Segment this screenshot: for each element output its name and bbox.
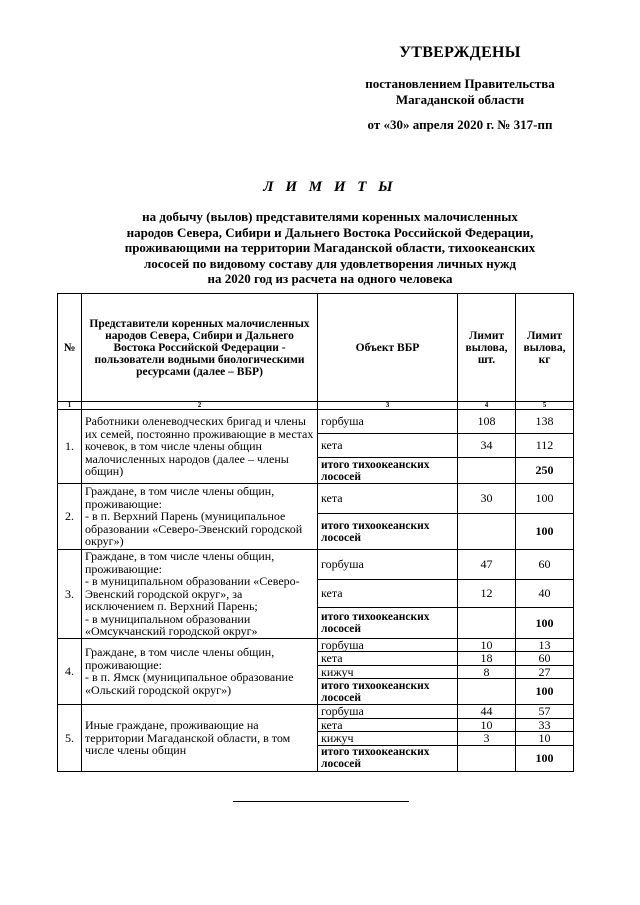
limit-pcs — [458, 458, 516, 484]
limit-kg: 60 — [516, 652, 574, 666]
table-row — [58, 410, 574, 434]
document-title — [40, 179, 620, 287]
limit-kg: 112 — [516, 434, 574, 458]
limit-pcs: 44 — [458, 705, 516, 719]
col-index: 4 — [458, 402, 516, 410]
resolution-line-1: постановлением Правительства — [365, 76, 555, 91]
header-limit-pcs: Лимит вылова, шт. — [458, 294, 516, 402]
resolution-date: от «30» апреля 2020 г. № 317-пп — [367, 117, 553, 132]
column-index-row — [58, 402, 574, 410]
fish-object: кижуч — [318, 732, 458, 746]
table-row — [58, 705, 574, 719]
limit-pcs: 34 — [458, 434, 516, 458]
limit-pcs: 10 — [458, 638, 516, 652]
fish-object: кета — [318, 484, 458, 514]
table-row — [58, 638, 574, 652]
total-label: итого тихоокеанских лососей — [318, 745, 458, 771]
limit-pcs — [458, 679, 516, 705]
title-heading: Л И М И Т Ы — [263, 179, 397, 195]
approved-label: УТВЕРЖДЕНЫ — [399, 44, 521, 61]
limit-kg-total: 100 — [516, 608, 574, 638]
col-index: 5 — [516, 402, 574, 410]
group-number: 1. — [58, 410, 82, 484]
limit-pcs: 12 — [458, 580, 516, 608]
group-description: Иные граждане, проживающие на территории Магаданской области, в том числе члены общин — [82, 705, 318, 772]
col-index: 3 — [318, 402, 458, 410]
approval-block — [340, 44, 580, 133]
group-number: 2. — [58, 484, 82, 550]
limit-pcs: 30 — [458, 484, 516, 514]
col-index: 1 — [58, 402, 82, 410]
header-limit-kg: Лимит вылова, кг — [516, 294, 574, 402]
subtitle-line: лососей по видовому составу для удовлетворения личных нужд — [143, 255, 517, 271]
col-index: 2 — [82, 402, 318, 410]
table-row — [58, 484, 574, 514]
limit-kg-total: 100 — [516, 514, 574, 550]
limit-pcs — [458, 608, 516, 638]
header-num: № — [58, 294, 82, 402]
group-number: 3. — [58, 550, 82, 639]
limit-kg: 60 — [516, 550, 574, 580]
resolution-text — [340, 76, 580, 108]
group-number: 4. — [58, 638, 82, 705]
header-who: Представители коренных малочисленных народов Севера, Сибири и Дальнего Востока Российской Федерации - пользователи водными биологическими ресурсами (далее – ВБР) — [82, 294, 318, 402]
limit-kg: 138 — [516, 410, 574, 434]
total-label: итого тихоокеанских лососей — [318, 458, 458, 484]
total-label: итого тихоокеанских лососей — [318, 608, 458, 638]
fish-object: горбуша — [318, 638, 458, 652]
table-header-row — [58, 294, 574, 402]
fish-object: кета — [318, 580, 458, 608]
fish-object: кета — [318, 718, 458, 732]
subtitle-line: на 2020 год из расчета на одного человека — [207, 271, 453, 286]
subtitle-line: на добычу (вылов) представителями коренных малочисленных — [142, 209, 518, 224]
total-label: итого тихоокеанских лососей — [318, 514, 458, 550]
limits-table — [57, 293, 574, 772]
fish-object: горбуша — [318, 550, 458, 580]
limit-kg: 33 — [516, 718, 574, 732]
limit-kg: 40 — [516, 580, 574, 608]
limit-pcs: 3 — [458, 732, 516, 746]
group-description: Граждане, в том числе члены общин, проживающие: - в муниципальном образовании «Северо-Эвенский городской округ», за исключением п. Верхний Парень; - в муниципальном образовании «Омсукчанский городской округ» — [82, 550, 318, 639]
fish-object: горбуша — [318, 705, 458, 719]
limit-pcs: 10 — [458, 718, 516, 732]
resolution-line-2: Магаданской области — [395, 92, 525, 107]
fish-object: кижуч — [318, 665, 458, 679]
limit-kg-total: 100 — [516, 679, 574, 705]
group-description: Граждане, в том числе члены общин, проживающие: - в п. Ямск (муниципальное образование «Ольский городской округ») — [82, 638, 318, 705]
limit-kg: 13 — [516, 638, 574, 652]
fish-object: кета — [318, 434, 458, 458]
group-description: Граждане, в том числе члены общин, проживающие: - в п. Верхний Парень (муниципальное образовании «Северо-Эвенский городской округ») — [82, 484, 318, 550]
subtitle-line: народов Севера, Сибири и Дальнего Востока Российской Федерации, — [126, 224, 534, 240]
title-subtitle — [40, 209, 620, 287]
fish-object: горбуша — [318, 410, 458, 434]
subtitle-line: проживающими на территории Магаданской области, тихоокеанских — [124, 240, 536, 255]
limit-pcs: 8 — [458, 665, 516, 679]
total-label: итого тихоокеанских лососей — [318, 679, 458, 705]
limit-pcs: 47 — [458, 550, 516, 580]
group-description: Работники оленеводческих бригад и члены их семей, постоянно проживающие в местах кочевок, в том числе члены общин малочисленных народов (далее – члены общин) — [82, 410, 318, 484]
limit-kg: 27 — [516, 665, 574, 679]
limit-kg: 10 — [516, 732, 574, 746]
limit-kg: 100 — [516, 484, 574, 514]
limit-kg: 57 — [516, 705, 574, 719]
limit-pcs: 108 — [458, 410, 516, 434]
table-row — [58, 550, 574, 580]
limit-kg-total: 100 — [516, 745, 574, 771]
limit-pcs: 18 — [458, 652, 516, 666]
limit-pcs — [458, 745, 516, 771]
fish-object: кета — [318, 652, 458, 666]
header-object: Объект ВБР — [318, 294, 458, 402]
limit-kg-total: 250 — [516, 458, 574, 484]
end-separator-line — [233, 801, 409, 802]
group-number: 5. — [58, 705, 82, 772]
limit-pcs — [458, 514, 516, 550]
